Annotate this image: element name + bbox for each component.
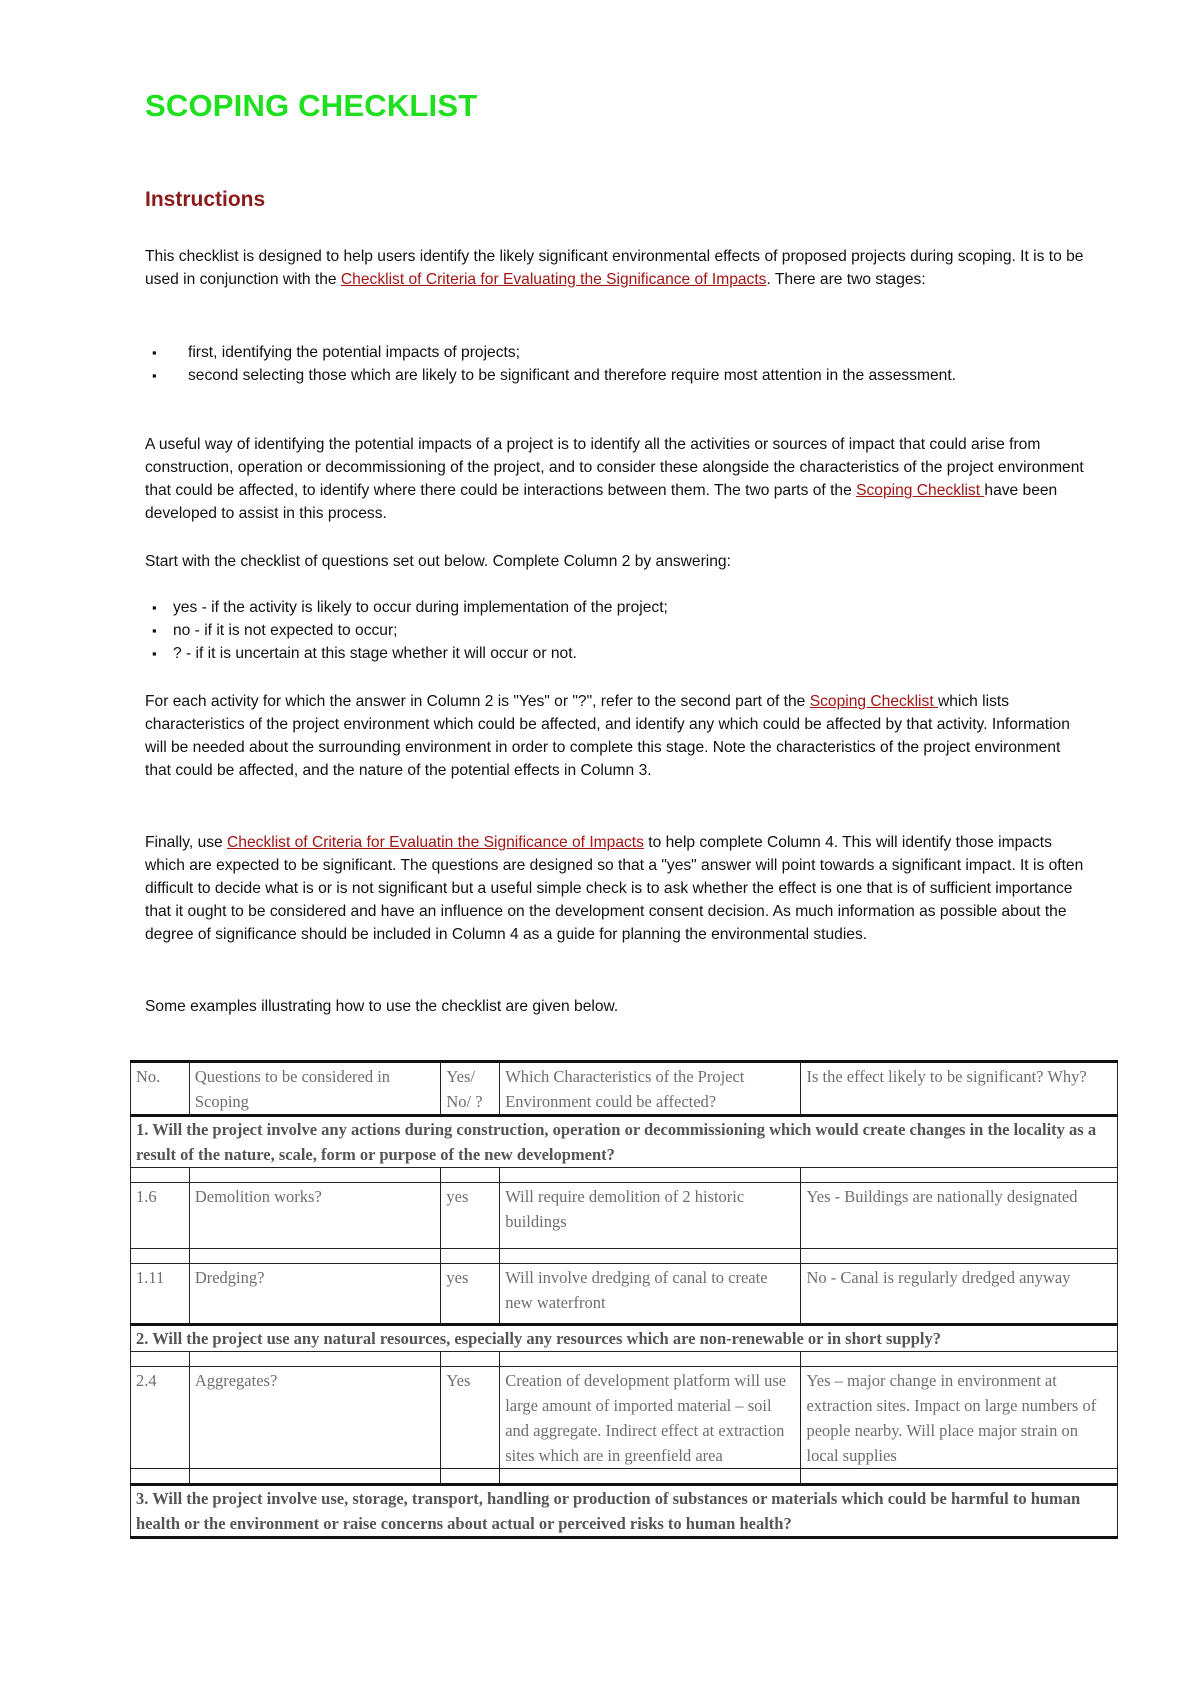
start-paragraph: Start with the checklist of questions set out below. Complete Column 2 by answering:: [145, 553, 731, 570]
row-answer: yes: [441, 1183, 500, 1249]
row-characteristics: Will involve dredging of canal to create new waterfront: [500, 1264, 801, 1325]
bullet-icon: ▪: [152, 368, 157, 383]
method-paragraph: [145, 433, 1085, 525]
spacer-row: [131, 1352, 1118, 1367]
examples-paragraph: Some examples illustrating how to use the checklist are given below.: [145, 998, 619, 1015]
row-question: Demolition works?: [189, 1183, 441, 1249]
bullet-icon: ▪: [152, 345, 157, 360]
section-row: [131, 1485, 1118, 1538]
instructions-heading: Instructions: [145, 188, 266, 211]
header-significance: Is the effect likely to be significant? Why?: [801, 1062, 1118, 1116]
header-question: Questions to be considered in Scoping: [189, 1062, 441, 1116]
header-yes-no: Yes/ No/ ?: [441, 1062, 500, 1116]
scoping-checklist-link[interactable]: Scoping Checklist: [809, 693, 938, 710]
bullet-icon: ▪: [152, 600, 157, 615]
list-item: [145, 619, 1085, 642]
list-item: [145, 341, 1085, 364]
column4-text: Finally, use: [145, 834, 228, 851]
row-question: Dredging?: [189, 1264, 441, 1325]
row-no: 1.11: [131, 1264, 190, 1325]
column3-text: For each activity for which the answer in Column 2 is "Yes" or "?", refer to the second part of the: [145, 693, 810, 710]
spacer-row: [131, 1469, 1118, 1485]
list-item-text: no - if it is not expected to occur;: [173, 622, 398, 639]
row-question: Aggregates?: [189, 1367, 441, 1469]
column3-paragraph: [145, 690, 1085, 782]
column4-text-end: to help complete Column 4. This will identify those impacts which are expected to be significant. The questions are designed so that a "yes" answer will point towards a significant impact. It is often difficult to decide what is or is not significant but a useful simple check is to ask whether the effect is one that is of sufficient importance that it ought to be considered and have an influence on the development consent decision. As much information as possible about the degree of significance should be included in Column 4 as a guide for planning the environmental studies.: [145, 834, 1084, 943]
table-row: [131, 1183, 1118, 1249]
section-2-question: 2. Will the project use any natural resources, especially any resources which are non-renewable or in short supply?: [131, 1325, 1118, 1352]
stages-list: [145, 341, 1085, 387]
table-header-row: [131, 1062, 1118, 1116]
criteria-checklist-link[interactable]: Checklist of Criteria for Evaluating the Significance of Impacts: [340, 271, 767, 288]
section-row: [131, 1116, 1118, 1168]
list-item-text: first, identifying the potential impacts of projects;: [188, 344, 520, 361]
bullet-icon: ▪: [152, 646, 157, 661]
bullet-icon: ▪: [152, 623, 157, 638]
example-checklist-table: [130, 1060, 1118, 1539]
row-characteristics: Creation of development platform will use large amount of imported material – soil and aggregate. Indirect effect at extraction sites which are in greenfield area: [500, 1367, 801, 1469]
row-characteristics: Will require demolition of 2 historic buildings: [500, 1183, 801, 1249]
list-item: [145, 642, 1085, 665]
answers-list: [145, 596, 1085, 665]
row-significance: No - Canal is regularly dredged anyway: [801, 1264, 1118, 1325]
section-row: [131, 1325, 1118, 1352]
column3-text-end: which lists characteristics of the project environment which could be affected, and identify any which could be affected by that activity. Information will be needed about the surrounding environment in order to complete this stage. Note the characteristics of the project environment that could be affected, and the nature of the potential effects in Column 3.: [145, 693, 1070, 779]
scoping-checklist-link[interactable]: Scoping Checklist: [856, 482, 985, 499]
column4-paragraph: [145, 831, 1085, 946]
method-text: A useful way of identifying the potential impacts of a project is to identify all the activities or sources of impact that could arise from construction, operation or decommissioning of the project, and to consider these alongside the characteristics of the project environment that could be affected, to identify where there could be interactions between them. The two parts of the: [145, 436, 1084, 499]
table-row: [131, 1264, 1118, 1325]
row-significance: Yes – major change in environment at extraction sites. Impact on large numbers of people nearby. Will place major strain on local supplies: [801, 1367, 1118, 1469]
row-significance: Yes - Buildings are nationally designated: [801, 1183, 1118, 1249]
intro-text: This checklist is designed to help users identify the likely significant environmental effects of proposed projects during scoping. It is to be used in conjunction with the: [145, 248, 1084, 288]
header-characteristics: Which Characteristics of the Project Environment could be affected?: [500, 1062, 801, 1116]
intro-text-end: . There are two stages:: [766, 271, 926, 288]
table-row: [131, 1367, 1118, 1469]
section-1-question: 1. Will the project involve any actions during construction, operation or decommissioning which would create changes in the locality as a result of the nature, scale, form or purpose of the new development?: [131, 1116, 1118, 1168]
intro-paragraph: [145, 245, 1085, 291]
section-3-question: 3. Will the project involve use, storage, transport, handling or production of substances or materials which could be harmful to human health or the environment or raise concerns about actual or perceived risks to human health?: [131, 1485, 1118, 1538]
row-no: 2.4: [131, 1367, 190, 1469]
list-item-text: yes - if the activity is likely to occur during implementation of the project;: [173, 599, 668, 616]
row-no: 1.6: [131, 1183, 190, 1249]
page-title: SCOPING CHECKLIST: [145, 88, 478, 123]
list-item-text: ? - if it is uncertain at this stage whether it will occur or not.: [173, 645, 577, 662]
list-item: [145, 596, 1085, 619]
row-answer: Yes: [441, 1367, 500, 1469]
spacer-row: [131, 1168, 1118, 1183]
method-text-end: have been developed to assist in this process.: [145, 482, 1058, 522]
spacer-row: [131, 1249, 1118, 1264]
row-answer: yes: [441, 1264, 500, 1325]
list-item-text: second selecting those which are likely to be significant and therefore require most attention in the assessment.: [188, 367, 956, 384]
list-item: [145, 364, 1085, 387]
header-no: No.: [131, 1062, 190, 1116]
criteria-checklist-link[interactable]: Checklist of Criteria for Evaluatin the Significance of Impacts: [227, 834, 644, 851]
